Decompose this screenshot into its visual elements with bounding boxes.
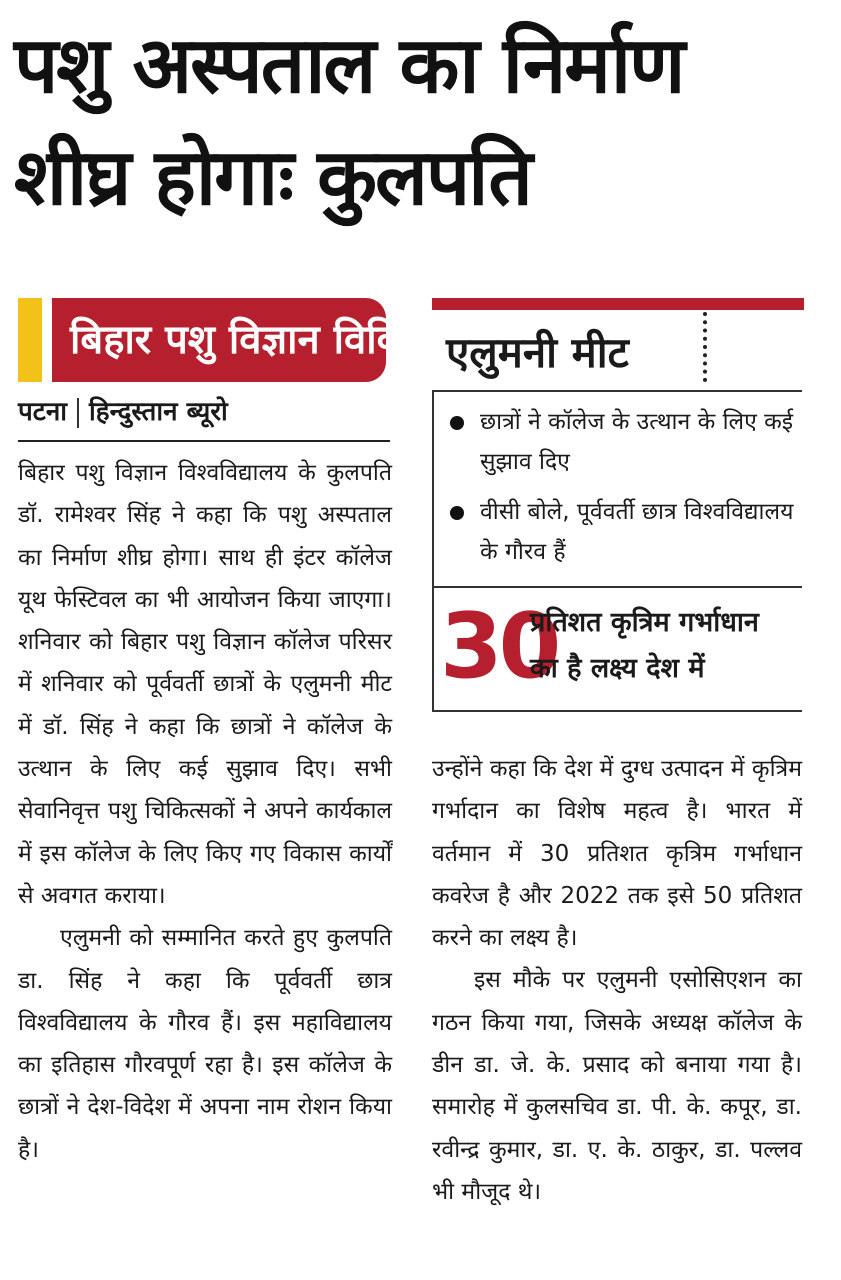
sidebar-top-rule	[432, 298, 804, 310]
sidebar-bullets	[446, 402, 802, 582]
stat-number: 30	[440, 594, 558, 699]
bullet-text: वीसी बोले, पूर्ववर्ती छात्र विश्वविद्यालय के गौरव हैं	[480, 499, 794, 565]
divider	[18, 440, 390, 442]
divider	[432, 586, 802, 588]
section-tag	[18, 298, 399, 382]
byline	[18, 392, 228, 432]
byline-place: पटना	[18, 397, 68, 427]
tag-accent-bar	[18, 298, 42, 382]
byline-source: हिन्दुस्तान ब्यूरो	[89, 397, 228, 427]
list-item	[446, 492, 802, 572]
list-item	[446, 402, 802, 482]
headline-line-2: शीघ्र होगाः कुलपति	[14, 133, 531, 223]
bullet-icon	[450, 416, 464, 430]
headline	[14, 10, 834, 234]
sidebar-title: एलुमनी मीट	[446, 328, 629, 377]
tag-label: बिहार पशु विज्ञान विवि	[52, 298, 386, 382]
paragraph: एलुमनी को सम्मानित करते हुए कुलपति डा. सिंह ने कहा कि पूर्ववर्ती छात्र विश्वविद्यालय के गौरव हैं। इस महाविद्यालय का इतिहास गौरवपूर्ण रहा है। इस कॉलेज के छात्रों ने देश-विदेश में अपना नाम रोशन किया है।	[18, 925, 392, 1163]
paragraph: उन्होंने कहा कि देश में दुग्ध उत्पादन में कृत्रिम गर्भादान का विशेष महत्व है। भारत में वर्तमान में 30 प्रतिशत कृत्रिम गर्भाधान कवरेज है और 2022 तक इसे 50 प्रतिशत करने का लक्ष्य है।	[432, 756, 802, 952]
dotted-divider	[703, 312, 707, 382]
paragraph: बिहार पशु विज्ञान विश्वविद्यालय के कुलपति डॉ. रामेश्वर सिंह ने कहा कि पशु अस्पताल का निर्माण शीघ्र होगा। साथ ही इंटर कॉलेज यूथ फेस्टिवल का भी आयोजन किया जाएगा। शनिवार को बिहार पशु विज्ञान कॉलेज परिसर में शनिवार को पूर्ववर्ती छात्रों के एलुमनी मीट में डॉ. सिंह ने कहा कि छात्रों ने कॉलेज के उत्थान के लिए कई सुझाव दिए। सभी सेवानिवृत्त पशु चिकित्सकों ने अपने कार्यकाल में इस कॉलेज के लिए किए गए विकास कार्यों से अवगत कराया।	[18, 460, 392, 909]
bullet-text: छात्रों ने कॉलेज के उत्थान के लिए कई सुझाव दिए	[480, 409, 794, 475]
paragraph: इस मौके पर एलुमनी एसोसिएशन का गठन किया गया, जिसके अध्यक्ष कॉलेज के डीन डा. जे. के. प्रसाद को बनाया गया है। समारोह में कुलसचिव डा. पी. के. कपूर, डा. रवीन्द्र कुमार, डा. ए. के. ठाकुर, डा. पल्लव भी मौजूद थे।	[432, 967, 802, 1205]
stat-caption-line-2: का है लक्ष्य देश में	[530, 653, 705, 684]
byline-separator	[77, 398, 79, 428]
stat-caption	[530, 600, 800, 692]
bullet-icon	[450, 506, 464, 520]
article-left-column	[18, 452, 392, 1171]
headline-line-1: पशु अस्पताल का निर्माण	[14, 21, 684, 111]
article-right-column	[432, 748, 802, 1213]
stat-caption-line-1: प्रतिशत कृत्रिम गर्भाधान	[530, 607, 759, 638]
